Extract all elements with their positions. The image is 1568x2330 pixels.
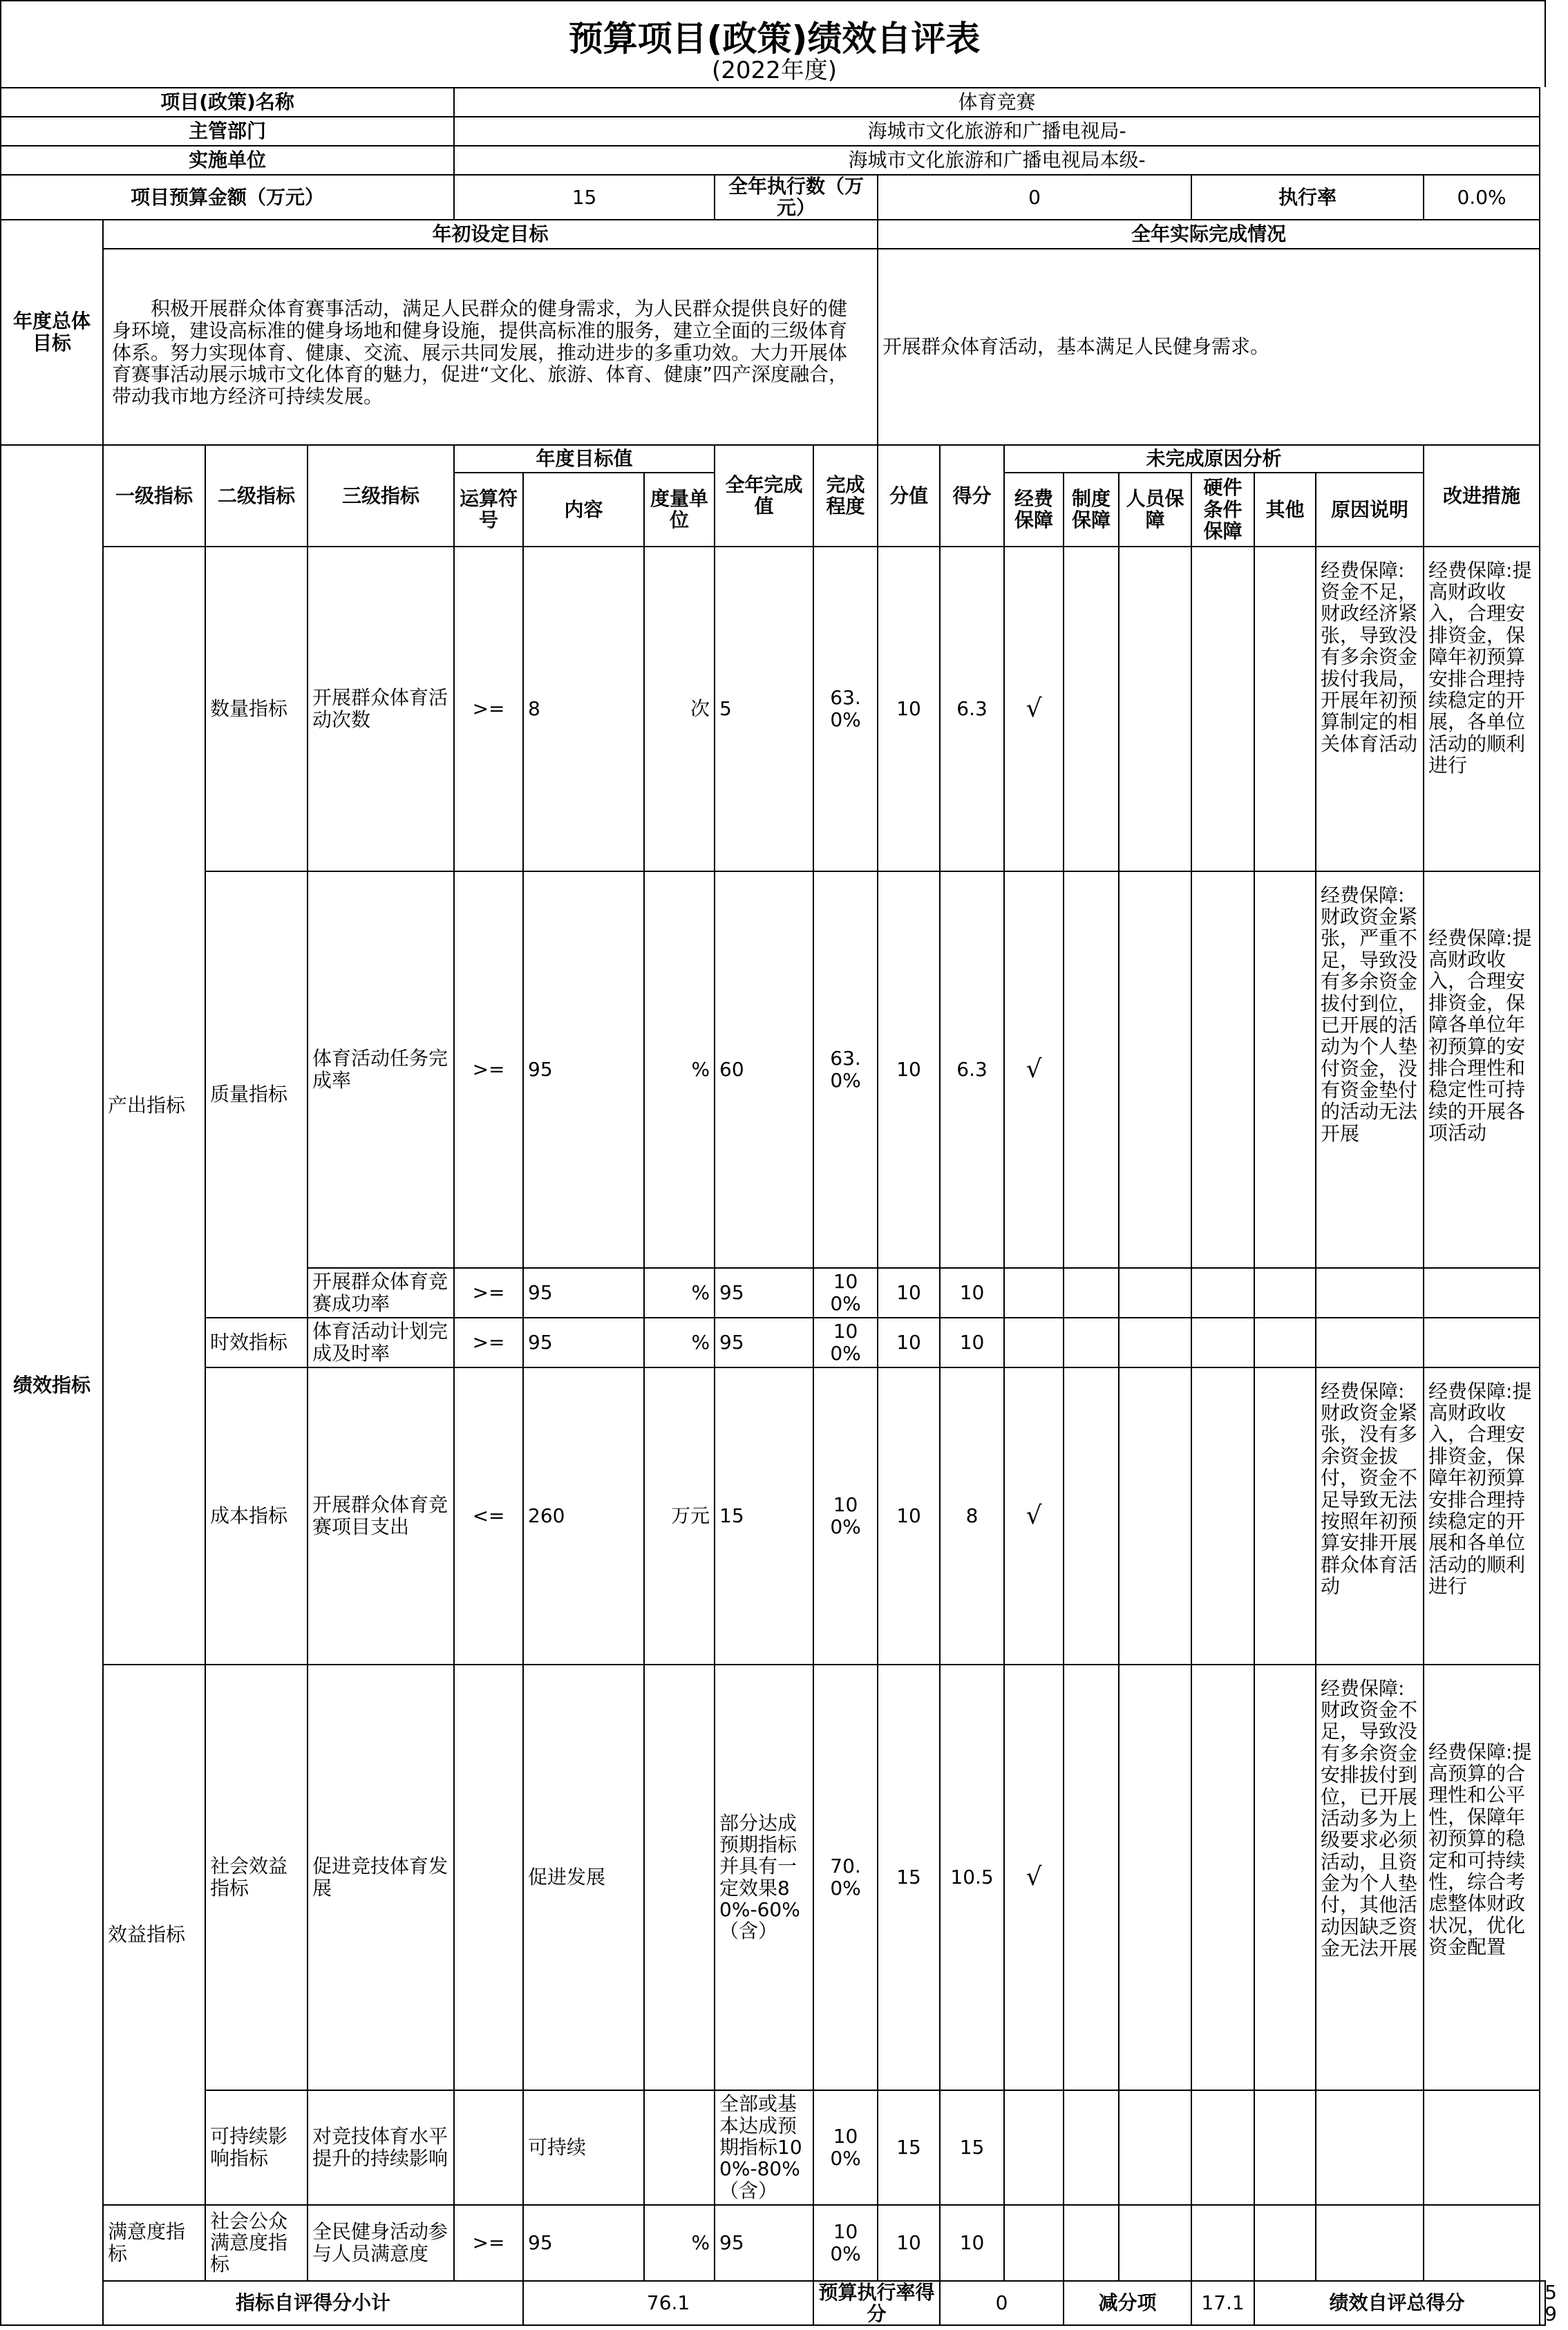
other-cell — [1254, 871, 1316, 1268]
funding-cell — [1004, 2205, 1064, 2281]
score-cell: 10.5 — [940, 1665, 1004, 2090]
personnel-cell — [1119, 871, 1191, 1268]
completion-cell: 63.0% — [813, 871, 878, 1268]
header-funding: 经费保障 — [1004, 473, 1064, 547]
score-cell: 10 — [940, 1268, 1004, 1318]
rate-label: 执行率 — [1191, 175, 1424, 220]
operator-cell: >= — [454, 871, 523, 1268]
level3-cell: 开展群众体育竞赛成功率 — [308, 1268, 454, 1318]
score-value-cell: 10 — [878, 1318, 940, 1367]
unit-cell — [644, 2090, 715, 2205]
hardware-cell — [1191, 1318, 1254, 1367]
deduction-label: 减分项 — [1064, 2281, 1191, 2326]
personnel-cell — [1119, 2205, 1191, 2281]
personnel-cell — [1119, 547, 1191, 871]
improvement-cell — [1424, 1318, 1540, 1367]
personnel-cell — [1119, 2090, 1191, 2205]
system-cell — [1064, 2205, 1119, 2281]
actual-goal-text: 开展群众体育活动，基本满足人民健身需求。 — [878, 249, 1540, 445]
hardware-cell — [1191, 1665, 1254, 2090]
content-cell: 95 — [523, 1318, 644, 1367]
score-value-cell: 10 — [878, 1367, 940, 1665]
header-score: 得分 — [940, 445, 1004, 547]
funding-check-mark: √ — [1004, 871, 1064, 1268]
score-value-cell: 10 — [878, 1268, 940, 1318]
reason-cell: 经费保障:财政资金紧张，严重不足，导致没有多余资金拔付到位，已开展的活动为个人垫付资金，没有资金垫付的活动无法开展 — [1316, 871, 1424, 1268]
reason-cell: 经费保障:财政资金不足，导致没有多余资金安排拔付到位，已开展活动多为上级要求必须活动，且资金为个人垫付，其他活动因缺乏资金无法开展 — [1316, 1665, 1424, 2090]
score-cell: 6.3 — [940, 547, 1004, 871]
reason-cell — [1316, 1268, 1424, 1318]
content-cell: 95 — [523, 1268, 644, 1318]
indicator-row — [1, 1367, 1545, 1665]
completion-cell: 100% — [813, 2205, 878, 2281]
indicator-row — [1, 871, 1545, 1268]
score-value-cell: 10 — [878, 871, 940, 1268]
content-cell: 95 — [523, 2205, 644, 2281]
level2-cell: 成本指标 — [205, 1367, 308, 1665]
funding-check-mark: √ — [1004, 1367, 1064, 1665]
header-system: 制度保障 — [1064, 473, 1119, 547]
indicator-row — [1, 1665, 1545, 2090]
actual-cell: 60 — [715, 871, 813, 1268]
level3-cell: 体育活动计划完成及时率 — [308, 1318, 454, 1367]
indicator-header-row-1 — [1, 445, 1545, 473]
operator-cell — [454, 2090, 523, 2205]
unit-cell: % — [644, 1318, 715, 1367]
score-value-cell: 15 — [878, 1665, 940, 2090]
goals-content-row — [1, 249, 1545, 445]
system-cell — [1064, 1665, 1119, 2090]
funding-cell — [1004, 2090, 1064, 2205]
exec-value: 0 — [878, 175, 1191, 220]
budget-label: 项目预算金额（万元） — [1, 175, 454, 220]
level2-cell: 社会公众满意度指标 — [205, 2205, 308, 2281]
other-cell — [1254, 2090, 1316, 2205]
level1-benefit: 效益指标 — [103, 1665, 205, 2205]
header-score-value: 分值 — [878, 445, 940, 547]
planned-goal-text: 积极开展群众体育赛事活动，满足人民群众的健身需求，为人民群众提供良好的健身环境，建设高标准的健身场地和健身设施，提供高标准的服务，建立全面的三级体育体系。努力实现体育、健康、交流、展示共同发展，推动进步的多重功效。大力开展体育赛事活动展示城市文化体育的魅力，促进“文化、旅游、体育、健康”四产深度融合，带动我市地方经济可持续发展。 — [103, 249, 878, 445]
system-cell — [1064, 871, 1119, 1268]
score-value-cell: 10 — [878, 547, 940, 871]
goals-header-row — [1, 220, 1545, 249]
total-label: 绩效自评总得分 — [1254, 2281, 1540, 2326]
score-cell: 10 — [940, 2205, 1004, 2281]
indicators-section-label: 绩效指标 — [1, 445, 103, 2326]
exec-label: 全年执行数（万元） — [715, 175, 878, 220]
indicator-row — [1, 2205, 1545, 2281]
improvement-cell: 经费保障:提高财政收入，合理安排资金，保障年初预算安排合理持续稳定的开展，各单位活动的顺利进行 — [1424, 547, 1540, 871]
level2-cell: 数量指标 — [205, 547, 308, 871]
improvement-cell — [1424, 1268, 1540, 1318]
actual-goal-header: 全年实际完成情况 — [878, 220, 1540, 249]
funding-check-mark: √ — [1004, 1665, 1064, 2090]
improvement-cell: 经费保障:提高财政收入，合理安排资金，保障年初预算安排合理持续稳定的开展和各单位活动的顺利进行 — [1424, 1367, 1540, 1665]
header-level1: 一级指标 — [103, 445, 205, 547]
completion-cell: 100% — [813, 2090, 878, 2205]
system-cell — [1064, 547, 1119, 871]
funding-check-mark: √ — [1004, 547, 1064, 871]
header-completion: 完成程度 — [813, 445, 878, 547]
header-improvement: 改进措施 — [1424, 445, 1540, 547]
reason-cell: 经费保障:资金不足，财政经济紧张，导致没有多余资金拔付我局，开展年初预算制定的相关体育活动 — [1316, 547, 1424, 871]
actual-cell: 95 — [715, 2205, 813, 2281]
reason-cell — [1316, 2090, 1424, 2205]
project-name-value: 体育竞赛 — [454, 88, 1540, 117]
funding-cell — [1004, 1268, 1064, 1318]
other-cell — [1254, 547, 1316, 871]
level3-cell: 开展群众体育竞赛项目支出 — [308, 1367, 454, 1665]
completion-cell: 63.0% — [813, 547, 878, 871]
header-hardware: 硬件条件保障 — [1191, 473, 1254, 547]
operator-cell: >= — [454, 1268, 523, 1318]
unit-cell: 次 — [644, 547, 715, 871]
level1-output: 产出指标 — [103, 547, 205, 1665]
header-annual-target: 年度目标值 — [454, 445, 715, 473]
reason-cell: 经费保障:财政资金紧张，没有多余资金拔付，资金不足导致无法按照年初预算安排开展群众体育活动 — [1316, 1367, 1424, 1665]
dept-label: 主管部门 — [1, 117, 454, 146]
level3-cell: 促进竞技体育发展 — [308, 1665, 454, 2090]
improvement-cell — [1424, 2205, 1540, 2281]
footer-row — [1, 2281, 1545, 2326]
header-reason-analysis: 未完成原因分析 — [1004, 445, 1424, 473]
improvement-cell — [1424, 2090, 1540, 2205]
total-value: 59 — [1540, 2281, 1545, 2326]
score-value-cell: 15 — [878, 2090, 940, 2205]
operator-cell: >= — [454, 2205, 523, 2281]
unit-cell — [644, 1665, 715, 2090]
operator-cell: <= — [454, 1367, 523, 1665]
dept-row — [1, 117, 1545, 146]
unit-value: 海城市文化旅游和广播电视局本级- — [454, 146, 1540, 175]
personnel-cell — [1119, 1268, 1191, 1318]
system-cell — [1064, 2090, 1119, 2205]
operator-cell: >= — [454, 547, 523, 871]
level3-cell: 全民健身活动参与人员满意度 — [308, 2205, 454, 2281]
hardware-cell — [1191, 547, 1254, 871]
completion-cell: 70.0% — [813, 1665, 878, 2090]
budget-row — [1, 175, 1545, 220]
indicator-row — [1, 2090, 1545, 2205]
actual-cell: 5 — [715, 547, 813, 871]
reason-cell — [1316, 2205, 1424, 2281]
operator-cell: >= — [454, 1318, 523, 1367]
indicator-row — [1, 1318, 1545, 1367]
personnel-cell — [1119, 1665, 1191, 2090]
content-cell: 可持续 — [523, 2090, 644, 2205]
other-cell — [1254, 1367, 1316, 1665]
level3-cell: 对竞技体育水平提升的持续影响 — [308, 2090, 454, 2205]
header-actual: 全年完成值 — [715, 445, 813, 547]
content-cell: 260 — [523, 1367, 644, 1665]
page-title: 预算项目(政策)绩效自评表 — [568, 19, 981, 59]
funding-cell — [1004, 1318, 1064, 1367]
level1-satisfaction: 满意度指标 — [103, 2205, 205, 2281]
subtotal-label: 指标自评得分小计 — [103, 2281, 523, 2326]
unit-cell: % — [644, 1268, 715, 1318]
level2-cell: 社会效益指标 — [205, 1665, 308, 2090]
system-cell — [1064, 1318, 1119, 1367]
project-name-label: 项目(政策)名称 — [1, 88, 454, 117]
unit-cell: 万元 — [644, 1367, 715, 1665]
level2-cell: 时效指标 — [205, 1318, 308, 1367]
actual-cell: 15 — [715, 1367, 813, 1665]
level2-cell: 可持续影响指标 — [205, 2090, 308, 2205]
header-content: 内容 — [523, 473, 644, 547]
hardware-cell — [1191, 2090, 1254, 2205]
unit-cell: % — [644, 2205, 715, 2281]
header-level3: 三级指标 — [308, 445, 454, 547]
completion-cell: 100% — [813, 1367, 878, 1665]
level3-cell: 体育活动任务完成率 — [308, 871, 454, 1268]
content-cell: 8 — [523, 547, 644, 871]
score-cell: 6.3 — [940, 871, 1004, 1268]
evaluation-table — [0, 87, 1557, 2326]
unit-cell: % — [644, 871, 715, 1268]
completion-cell: 100% — [813, 1318, 878, 1367]
hardware-cell — [1191, 1367, 1254, 1665]
system-cell — [1064, 1268, 1119, 1318]
completion-cell: 100% — [813, 1268, 878, 1318]
budget-rate-label: 预算执行率得分 — [813, 2281, 940, 2326]
dept-value: 海城市文化旅游和广播电视局- — [454, 117, 1540, 146]
planned-goal-header: 年初设定目标 — [103, 220, 878, 249]
level2-cell: 质量指标 — [205, 871, 308, 1318]
improvement-cell: 经费保障:提高预算的合理性和公平性，保障年初预算的稳定和可持续性，综合考虑整体财政状况，优化资金配置 — [1424, 1665, 1540, 2090]
budget-value: 15 — [454, 175, 715, 220]
score-cell: 10 — [940, 1318, 1004, 1367]
operator-cell — [454, 1665, 523, 2090]
budget-rate-value: 0 — [940, 2281, 1064, 2326]
deduction-value: 17.1 — [1191, 2281, 1254, 2326]
personnel-cell — [1119, 1318, 1191, 1367]
page-subtitle: (2022年度) — [711, 57, 838, 84]
level3-cell: 开展群众体育活动次数 — [308, 547, 454, 871]
rate-value: 0.0% — [1424, 175, 1540, 220]
content-cell: 95 — [523, 871, 644, 1268]
actual-cell: 部分达成预期指标并具有一定效果80%-60%（含） — [715, 1665, 813, 2090]
content-cell: 促进发展 — [523, 1665, 644, 2090]
unit-label: 实施单位 — [1, 146, 454, 175]
other-cell — [1254, 1665, 1316, 2090]
project-name-row — [1, 88, 1545, 117]
other-cell — [1254, 2205, 1316, 2281]
score-value-cell: 10 — [878, 2205, 940, 2281]
actual-cell: 95 — [715, 1318, 813, 1367]
title-area — [0, 0, 1546, 87]
personnel-cell — [1119, 1367, 1191, 1665]
score-cell: 15 — [940, 2090, 1004, 2205]
system-cell — [1064, 1367, 1119, 1665]
header-level2: 二级指标 — [205, 445, 308, 547]
hardware-cell — [1191, 1268, 1254, 1318]
improvement-cell: 经费保障:提高财政收入，合理安排资金，保障各单位年初预算的安排合理性和稳定性可持续的开展各项活动 — [1424, 871, 1540, 1268]
hardware-cell — [1191, 2205, 1254, 2281]
unit-row — [1, 146, 1545, 175]
actual-cell: 95 — [715, 1268, 813, 1318]
header-unit: 度量单位 — [644, 473, 715, 547]
header-operator: 运算符号 — [454, 473, 523, 547]
header-other: 其他 — [1254, 473, 1316, 547]
other-cell — [1254, 1268, 1316, 1318]
header-personnel: 人员保障 — [1119, 473, 1191, 547]
reason-cell — [1316, 1318, 1424, 1367]
actual-cell: 全部或基本达成预期指标100%-80%（含） — [715, 2090, 813, 2205]
other-cell — [1254, 1318, 1316, 1367]
header-reason-desc: 原因说明 — [1316, 473, 1424, 547]
subtotal-value: 76.1 — [523, 2281, 813, 2326]
goals-row-label: 年度总体目标 — [1, 220, 103, 445]
hardware-cell — [1191, 871, 1254, 1268]
indicator-row — [1, 547, 1545, 871]
score-cell: 8 — [940, 1367, 1004, 1665]
